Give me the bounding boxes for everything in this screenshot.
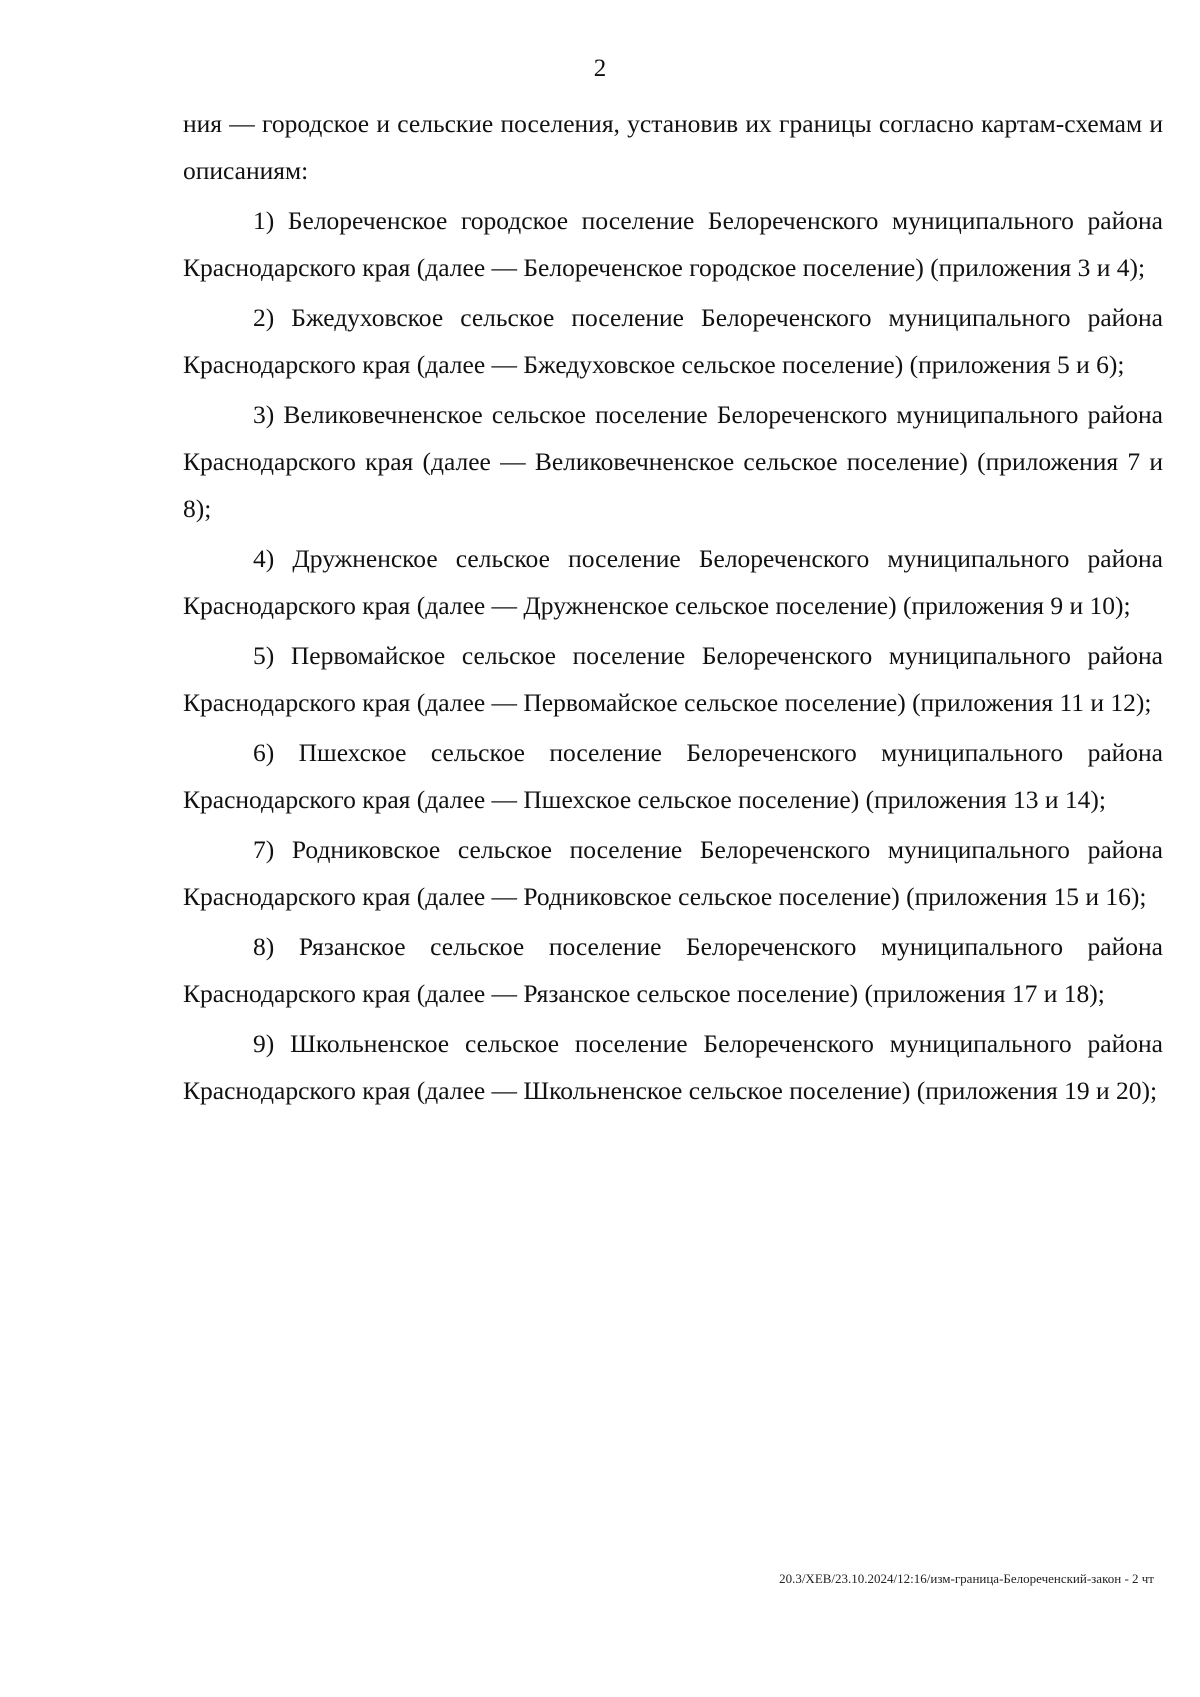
document-body: [183, 100, 1163, 1117]
list-item: 8) Рязанское сельское поселение Белореченского муниципального района Краснодарского края (далее — Рязанское сельское поселение) (приложения 17 и 18);: [183, 932, 1163, 1008]
page-number: 2: [593, 55, 607, 82]
intro-paragraph: ния — городское и сельские поселения, установив их границы согласно картам-схемам и описаниям:: [183, 109, 1163, 185]
list-item: 5) Первомайское сельское поселение Белореченского муниципального района Краснодарского края (далее — Первомайское сельское поселение) (приложения 11 и 12);: [183, 641, 1163, 717]
list-item: 9) Школьненское сельское поселение Белореченского муниципального района Краснодарского края (далее — Школьненское сельское поселение) (приложения 19 и 20);: [183, 1029, 1163, 1105]
list-item: 2) Бжедуховское сельское поселение Белореченского муниципального района Краснодарского края (далее — Бжедуховское сельское поселение) (приложения 5 и 6);: [183, 303, 1163, 379]
list-item: 6) Пшехское сельское поселение Белореченского муниципального района Краснодарского края (далее — Пшехское сельское поселение) (приложения 13 и 14);: [183, 738, 1163, 814]
list-item: 7) Родниковское сельское поселение Белореченского муниципального района Краснодарского края (далее — Родниковское сельское поселение) (приложения 15 и 16);: [183, 835, 1163, 911]
list-item: 3) Великовечненское сельское поселение Белореченского муниципального района Краснодарского края (далее — Великовечненское сельское поселение) (приложения 7 и 8);: [183, 400, 1163, 523]
list-item: 1) Белореченское городское поселение Белореченского муниципального района Краснодарского края (далее — Белореченское городское поселение) (приложения 3 и 4);: [183, 206, 1163, 282]
footer-reference: 20.3/ХЕВ/23.10.2024/12:16/изм-граница-Белореченский-закон - 2 чт: [779, 1571, 1154, 1586]
list-item: 4) Дружненское сельское поселение Белореченского муниципального района Краснодарского края (далее — Дружненское сельское поселение) (приложения 9 и 10);: [183, 544, 1163, 620]
